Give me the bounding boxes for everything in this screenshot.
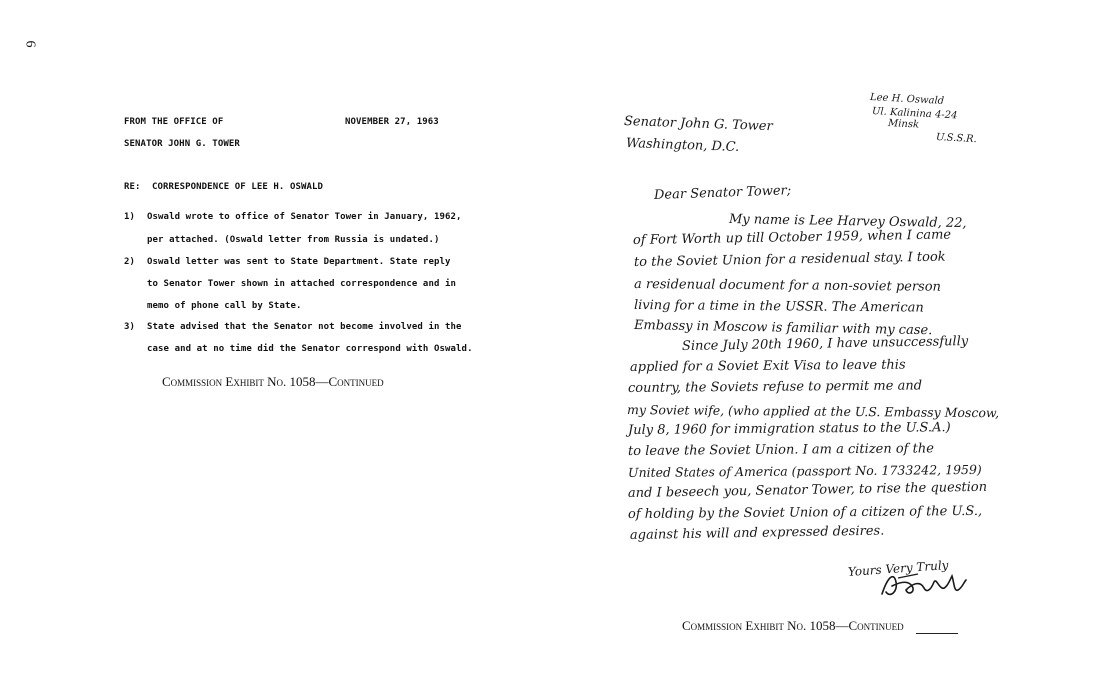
salutation: Dear Senator Tower; <box>653 183 792 203</box>
sender-city: Minsk <box>887 118 920 131</box>
letter-line: a residenual document for a non-soviet person <box>633 277 942 295</box>
letter-line: to the Soviet Union for a residenual stay. I took <box>633 249 946 270</box>
caption-underline <box>916 633 958 634</box>
memo-item-line: State advised that the Senator not become involved in the <box>147 322 462 332</box>
letter-exhibit-caption: Commission Exhibit No. 1058—Continued <box>682 618 904 633</box>
addressee-city: Washington, D.C. <box>625 136 740 155</box>
letter-line: Embassy in Moscow is familiar with my case. <box>633 318 933 339</box>
memo-re-label: RE: <box>124 182 141 192</box>
memo-item-number: 1) <box>124 212 136 222</box>
letter-line: and I beseech you, Senator Tower, to rise the question <box>627 479 988 501</box>
sender-name: Lee H. Oswald <box>869 92 945 107</box>
memo-item-line: memo of phone call by State. <box>147 301 302 311</box>
letter-line: of holding by the Soviet Union of a citizen of the U.S., <box>627 503 983 522</box>
memo-re-text: CORRESPONDENCE OF LEE H. OSWALD <box>152 182 324 192</box>
letter-line: July 8, 1960 for immigration status to the U.S.A.) <box>627 420 951 438</box>
letter-line: against his will and expressed desires. <box>629 523 885 543</box>
letter-line: living for a time in the USSR. The American <box>633 298 924 316</box>
letter-line: to leave the Soviet Union. I am a citizen of the <box>627 441 934 459</box>
memo-item-number: 2) <box>124 257 136 267</box>
memo-item-line: Oswald wrote to office of Senator Tower in January, 1962, <box>147 212 462 222</box>
closing: Yours Very Truly <box>847 557 949 579</box>
memo-exhibit-caption: Commission Exhibit No. 1058—Continued <box>162 374 384 389</box>
letter-line: Since July 20th 1960, I have unsuccessfully <box>681 334 969 354</box>
memo-item-number: 3) <box>124 322 136 332</box>
letter-line: applied for a Soviet Exit Visa to leave this <box>629 357 906 375</box>
memo-from-line-2: SENATOR JOHN G. TOWER <box>124 139 240 149</box>
memo-item-line: Oswald letter was sent to State Department. State reply <box>147 257 451 267</box>
memo-date: NOVEMBER 27, 1963 <box>345 117 439 127</box>
sender-country: U.S.S.R. <box>935 132 977 146</box>
memo-item-line: to Senator Tower shown in attached correspondence and in <box>147 279 457 289</box>
letter-line: My name is Lee Harvey Oswald, 22, <box>728 212 967 232</box>
memo-item-line: per attached. (Oswald letter from Russia is undated.) <box>147 235 440 245</box>
page-number: 6 <box>22 40 38 48</box>
letter-line: my Soviet wife, (who applied at the U.S. Embassy Moscow, <box>626 402 1000 421</box>
memo-item-line: case and at no time did the Senator correspond with Oswald. <box>147 344 473 354</box>
letter-line: country, the Soviets refuse to permit me and <box>627 378 923 396</box>
addressee-name: Senator John G. Tower <box>623 114 773 135</box>
letter-line: of Fort Worth up till October 1959, when I came <box>632 227 952 248</box>
signature-mark <box>878 568 968 602</box>
letter-line: United States of America (passport No. 1733242, 1959) <box>627 461 982 480</box>
memo-from-line-1: FROM THE OFFICE OF <box>124 117 224 127</box>
sender-street: Ul. Kalinina 4-24 <box>871 106 958 122</box>
